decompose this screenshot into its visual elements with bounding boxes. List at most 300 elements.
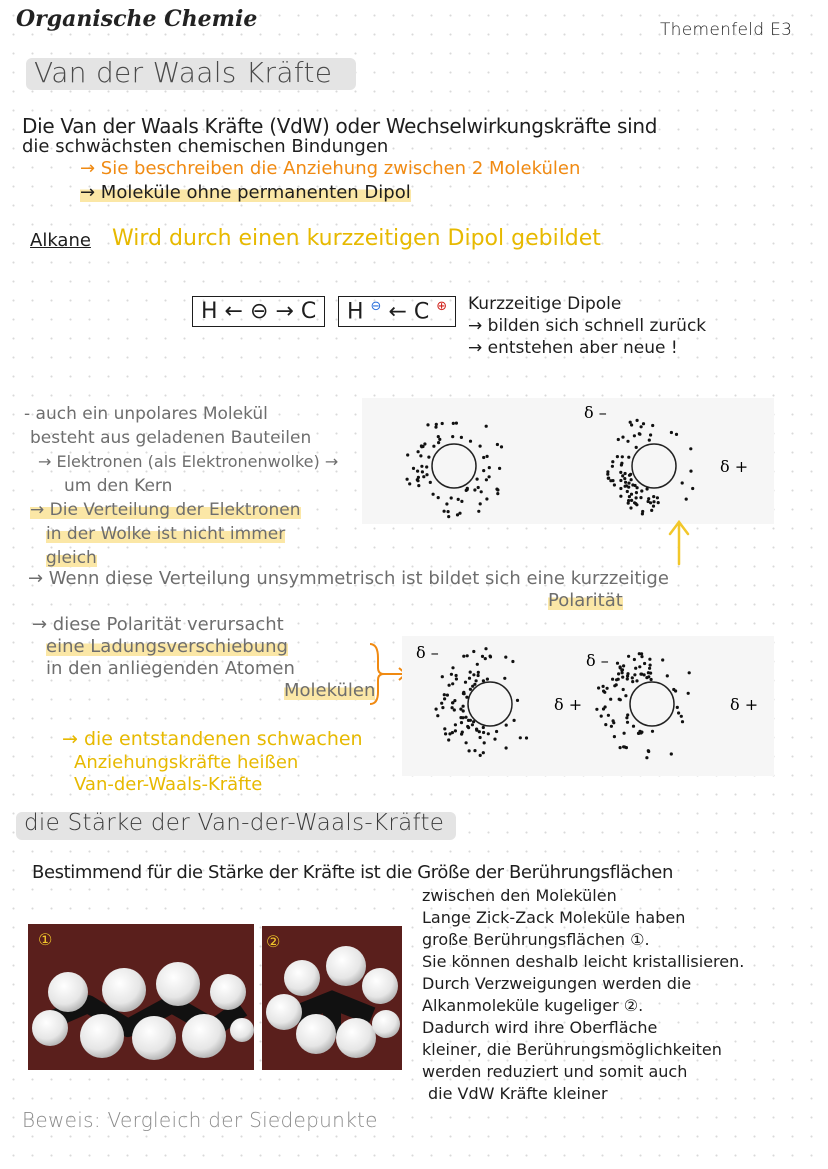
intro-bullet-1: → Sie beschreiben die Anziehung zwischen 2 Molekülen bbox=[80, 158, 581, 179]
electron-dot bbox=[640, 489, 643, 492]
electron-dot bbox=[609, 698, 612, 701]
electron-dot bbox=[437, 435, 440, 438]
electron-dot bbox=[465, 696, 468, 699]
electron-dot bbox=[425, 473, 428, 476]
electron-dot bbox=[462, 655, 465, 658]
electron-dot bbox=[641, 512, 644, 515]
electron-dot bbox=[691, 487, 694, 490]
electron-dot bbox=[460, 500, 463, 503]
electron-dot bbox=[500, 445, 503, 448]
electron-dot bbox=[496, 492, 499, 495]
electron-dot bbox=[482, 726, 485, 729]
electron-dot bbox=[648, 658, 651, 661]
electron-dot bbox=[627, 655, 630, 658]
electron-dot bbox=[437, 441, 440, 444]
electron-dot bbox=[689, 470, 692, 473]
electron-dot bbox=[629, 421, 632, 424]
electron-dot bbox=[479, 736, 482, 739]
unpolar-line-5-text: → Die Verteilung der Elektronen bbox=[30, 500, 301, 520]
electron-dot bbox=[443, 727, 446, 730]
asymmetric-line-2 bbox=[548, 590, 623, 611]
electron-dot bbox=[622, 664, 625, 667]
dipole-c: C bbox=[413, 299, 430, 325]
electron-dot bbox=[479, 754, 482, 757]
electron-dot bbox=[647, 497, 650, 500]
electron-dot bbox=[450, 673, 453, 676]
electron-dot bbox=[650, 509, 653, 512]
electron-dot bbox=[622, 745, 625, 748]
electron-dot bbox=[477, 671, 480, 674]
electron-dot bbox=[486, 455, 489, 458]
electron-cloud-figure-1-svg bbox=[362, 398, 774, 524]
electron-dot bbox=[632, 725, 635, 728]
electron-dot bbox=[607, 477, 610, 480]
electron-dot bbox=[630, 493, 633, 496]
electron-dot bbox=[621, 676, 624, 679]
photo-label-2: ② bbox=[266, 932, 281, 951]
electron-dot bbox=[478, 730, 481, 733]
electron-dot bbox=[631, 483, 634, 486]
electron-dot bbox=[475, 728, 478, 731]
strength-line-10: werden reduziert und somit auch bbox=[422, 1062, 688, 1081]
electron-dot bbox=[609, 479, 612, 482]
electron-dot bbox=[445, 502, 448, 505]
electron-dot bbox=[638, 433, 641, 436]
electron-dot bbox=[440, 702, 443, 705]
electron-dot bbox=[466, 654, 469, 657]
electron-dot bbox=[473, 488, 476, 491]
electron-dot bbox=[627, 456, 630, 459]
electron-dot bbox=[621, 455, 624, 458]
electron-dot bbox=[635, 446, 638, 449]
electron-dot bbox=[666, 674, 669, 677]
electron-dot bbox=[406, 453, 409, 456]
electron-dot bbox=[681, 720, 684, 723]
asymmetric-line bbox=[28, 568, 669, 589]
electron-dot bbox=[650, 678, 653, 681]
electron-dot bbox=[423, 442, 426, 445]
electron-dot bbox=[637, 732, 640, 735]
electron-dot bbox=[613, 735, 616, 738]
electron-dot bbox=[604, 723, 607, 726]
electron-dot bbox=[472, 650, 475, 653]
electron-dot bbox=[460, 721, 463, 724]
electron-dot bbox=[670, 431, 673, 434]
conclusion-line-1: → die entstandenen schwachen bbox=[62, 728, 363, 750]
electron-dot bbox=[406, 478, 409, 481]
electron-dot bbox=[672, 688, 675, 691]
electron-dot bbox=[511, 660, 514, 663]
intro-line-1: Die Van der Waals Kräfte (VdW) oder Wechselwirkungskräfte sind bbox=[22, 114, 658, 138]
electron-dot bbox=[472, 720, 475, 723]
electron-dot bbox=[441, 422, 444, 425]
electron-dot bbox=[640, 655, 643, 658]
electron-dot bbox=[630, 478, 633, 481]
electron-dot bbox=[488, 466, 491, 469]
electron-dot bbox=[487, 732, 490, 735]
electron-dot bbox=[625, 716, 628, 719]
electron-dot bbox=[446, 694, 449, 697]
electron-dot bbox=[651, 424, 654, 427]
strength-line-4: große Berührungsflächen ①. bbox=[422, 930, 650, 949]
electron-dot bbox=[455, 677, 458, 680]
electron-dot bbox=[425, 465, 428, 468]
electron-dot bbox=[477, 674, 480, 677]
unpolar-line-2: besteht aus geladenen Bauteilen bbox=[30, 428, 312, 448]
electron-dot bbox=[469, 671, 472, 674]
electron-dot bbox=[613, 684, 616, 687]
electron-dot bbox=[489, 655, 492, 658]
arrow-up-icon bbox=[664, 518, 694, 568]
asymmetric-text: → Wenn diese Verteilung unsymmetrisch ist bildet sich eine kurzzeitige bbox=[28, 568, 669, 589]
electron-dot bbox=[451, 666, 454, 669]
electron-dot bbox=[504, 656, 507, 659]
electron-dot bbox=[657, 501, 660, 504]
electron-dot bbox=[616, 455, 619, 458]
electron-dot bbox=[627, 482, 630, 485]
heading-strength: die Stärke der Van-der-Waals-Kräfte bbox=[24, 810, 445, 836]
electron-dot bbox=[631, 676, 634, 679]
electron-dot bbox=[687, 692, 690, 695]
electron-dot bbox=[619, 495, 622, 498]
electron-dot bbox=[626, 713, 629, 716]
electron-dot bbox=[619, 746, 622, 749]
electron-dot bbox=[619, 487, 622, 490]
polar-line-1: → diese Polarität verursacht bbox=[32, 614, 284, 635]
alkane-label: Alkane bbox=[30, 230, 91, 251]
dipole-arrow: ← bbox=[388, 299, 407, 325]
electron-dot bbox=[602, 685, 605, 688]
strength-line-11: die VdW Kräfte kleiner bbox=[428, 1084, 608, 1103]
electron-dot bbox=[451, 682, 454, 685]
dipole-note-3: → entstehen aber neue ! bbox=[468, 338, 678, 358]
electron-dot bbox=[622, 688, 625, 691]
electron-dot bbox=[443, 693, 446, 696]
electron-dot bbox=[417, 484, 420, 487]
electron-dot bbox=[617, 438, 620, 441]
electron-dot bbox=[647, 749, 650, 752]
electron-dot bbox=[458, 512, 461, 515]
electron-dot bbox=[621, 474, 624, 477]
electron-dot bbox=[625, 484, 628, 487]
strength-line-1: Bestimmend für die Stärke der Kräfte ist die Größe der Berührungsflächen bbox=[32, 862, 673, 883]
electron-dot bbox=[450, 496, 453, 499]
strength-line-6: Durch Verzweigungen werden die bbox=[422, 974, 692, 993]
dipole-box-2 bbox=[338, 296, 456, 327]
electron-dot bbox=[477, 486, 480, 489]
proof-text: Beweis: Vergleich der Siedepunkte bbox=[22, 1108, 378, 1132]
delta-minus-label-3: δ – bbox=[586, 651, 609, 670]
delta-plus-label-2: δ + bbox=[554, 695, 583, 714]
electron-dot bbox=[460, 733, 463, 736]
electron-dot bbox=[482, 469, 485, 472]
electron-dot bbox=[465, 741, 468, 744]
plus-charge-icon: ⊕ bbox=[436, 299, 448, 314]
electron-dot bbox=[635, 491, 638, 494]
electron-dot bbox=[454, 723, 457, 726]
electron-dot bbox=[640, 425, 643, 428]
electron-dot bbox=[488, 475, 491, 478]
intro-bullet-2: → Moleküle ohne permanenten Dipol bbox=[80, 182, 411, 203]
electron-dot bbox=[676, 706, 679, 709]
asymmetric-text-2: Polarität bbox=[548, 590, 623, 611]
electron-dot bbox=[476, 663, 479, 666]
electron-dot bbox=[460, 436, 463, 439]
electron-dot bbox=[429, 481, 432, 484]
heading-van-der-waals-text: Van der Waals Kräfte bbox=[34, 56, 333, 89]
electron-dot bbox=[454, 729, 457, 732]
electron-dot bbox=[688, 671, 691, 674]
electron-dot bbox=[628, 495, 631, 498]
electron-dot bbox=[482, 731, 485, 734]
strength-line-5: Sie können deshalb leicht kristallisieren. bbox=[422, 952, 745, 971]
electron-dot bbox=[432, 493, 435, 496]
electron-dot bbox=[633, 673, 636, 676]
electron-dot bbox=[617, 678, 620, 681]
electron-dot bbox=[635, 496, 638, 499]
electron-dot bbox=[479, 502, 482, 505]
electron-dot bbox=[620, 669, 623, 672]
electron-dot bbox=[485, 478, 488, 481]
electron-dot bbox=[484, 647, 487, 650]
strength-line-2: zwischen den Molekülen bbox=[422, 886, 617, 905]
electron-dot bbox=[483, 741, 486, 744]
electron-dot bbox=[649, 664, 652, 667]
unpolar-line-3: → Elektronen (als Elektronenwolke) → bbox=[38, 452, 339, 471]
electron-dot bbox=[467, 726, 470, 729]
electron-dot bbox=[432, 445, 435, 448]
electron-dot bbox=[473, 749, 476, 752]
electron-dot bbox=[422, 475, 425, 478]
electron-dot bbox=[652, 495, 655, 498]
electron-dot bbox=[473, 683, 476, 686]
electron-dot bbox=[651, 730, 654, 733]
electron-dot bbox=[648, 667, 651, 670]
electron-dot bbox=[642, 422, 645, 425]
electron-dot bbox=[623, 477, 626, 480]
electron-dot bbox=[613, 483, 616, 486]
electron-dot bbox=[611, 465, 614, 468]
electron-dot bbox=[649, 672, 652, 675]
strength-line-8: Dadurch wird ihre Oberfläche bbox=[422, 1018, 658, 1037]
unpolar-line-6-text: in der Wolke ist nicht immer bbox=[46, 524, 286, 544]
nucleus-2 bbox=[632, 444, 676, 488]
electron-dot bbox=[443, 697, 446, 700]
polar-line-3: in den anliegenden Atomen bbox=[46, 658, 295, 679]
electron-dot bbox=[477, 510, 480, 513]
electron-dot bbox=[634, 667, 637, 670]
electron-dot bbox=[611, 460, 614, 463]
polar-line-2-text: eine Ladungsverschiebung bbox=[46, 636, 288, 657]
electron-dot bbox=[420, 444, 423, 447]
electron-dot bbox=[485, 425, 488, 428]
electron-dot bbox=[604, 705, 607, 708]
electron-dot bbox=[469, 719, 472, 722]
electron-dot bbox=[525, 736, 528, 739]
dipole-box-1-text: H ← ⊖ → C bbox=[201, 299, 317, 324]
electron-dot bbox=[438, 438, 441, 441]
electron-dot bbox=[652, 505, 655, 508]
electron-dot bbox=[626, 440, 629, 443]
electron-dot bbox=[675, 433, 678, 436]
electron-dot bbox=[481, 655, 484, 658]
unpolar-line-6 bbox=[46, 524, 285, 544]
electron-dot bbox=[427, 456, 430, 459]
electron-dot bbox=[612, 719, 615, 722]
electron-dot bbox=[606, 687, 609, 690]
electron-dot bbox=[434, 426, 437, 429]
electron-dot bbox=[619, 479, 622, 482]
electron-dot bbox=[472, 673, 475, 676]
nucleus-3 bbox=[468, 682, 512, 726]
electron-dot bbox=[436, 714, 439, 717]
electron-dot bbox=[634, 502, 637, 505]
electron-dot bbox=[482, 751, 485, 754]
electron-dot bbox=[464, 716, 467, 719]
electron-dot bbox=[451, 706, 454, 709]
electron-dot bbox=[441, 706, 444, 709]
page-title: Organische Chemie bbox=[16, 6, 258, 32]
electron-dot bbox=[647, 675, 650, 678]
electron-dot bbox=[623, 732, 626, 735]
electron-dot bbox=[444, 732, 447, 735]
zigzag-molecule-model bbox=[28, 924, 254, 1070]
electron-dot bbox=[484, 657, 487, 660]
electron-dot bbox=[455, 422, 458, 425]
electron-dot bbox=[649, 501, 652, 504]
electron-dot bbox=[461, 716, 464, 719]
electron-dot bbox=[648, 439, 651, 442]
electron-dot bbox=[631, 680, 634, 683]
electron-dot bbox=[681, 481, 684, 484]
electron-dot bbox=[505, 746, 508, 749]
electron-dot bbox=[617, 672, 620, 675]
electron-dot bbox=[435, 423, 438, 426]
electron-dot bbox=[451, 435, 454, 438]
polar-line-4-text: Molekülen bbox=[284, 680, 376, 701]
electron-dot bbox=[595, 708, 598, 711]
electron-dot bbox=[640, 652, 643, 655]
electron-dot bbox=[420, 465, 423, 468]
electron-dot bbox=[443, 510, 446, 513]
electron-dot bbox=[618, 698, 621, 701]
electron-dot bbox=[670, 752, 673, 755]
electron-dot bbox=[649, 433, 652, 436]
electron-dot bbox=[626, 721, 629, 724]
electron-cloud-figure-2-svg bbox=[402, 636, 774, 776]
electron-dot bbox=[645, 756, 648, 759]
unpolar-line-1: - auch ein unpolares Molekül bbox=[24, 404, 268, 424]
electron-dot bbox=[485, 497, 488, 500]
electron-dot bbox=[629, 506, 632, 509]
electron-dot bbox=[505, 724, 508, 727]
electron-dot bbox=[636, 419, 639, 422]
delta-minus-label: δ – bbox=[584, 403, 607, 422]
electron-dot bbox=[633, 434, 636, 437]
electron-dot bbox=[513, 719, 516, 722]
delta-minus-label-2: δ – bbox=[416, 643, 439, 662]
delta-plus-label: δ + bbox=[720, 457, 749, 476]
electron-dot bbox=[626, 674, 629, 677]
electron-dot bbox=[412, 467, 415, 470]
electron-dot bbox=[448, 684, 451, 687]
electron-dot bbox=[624, 472, 627, 475]
intro-line-2: die schwächsten chemischen Bindungen bbox=[22, 136, 389, 157]
electron-dot bbox=[619, 471, 622, 474]
electron-dot bbox=[437, 496, 440, 499]
electron-dot bbox=[607, 714, 610, 717]
electron-dot bbox=[611, 678, 614, 681]
photo-label-1: ① bbox=[38, 930, 53, 949]
minus-charge-icon: ⊖ bbox=[370, 299, 382, 314]
nucleus-4 bbox=[630, 682, 674, 726]
electron-dot bbox=[503, 677, 506, 680]
electron-dot bbox=[408, 482, 411, 485]
electron-dot bbox=[469, 440, 472, 443]
electron-dot bbox=[689, 447, 692, 450]
photo-zigzag-molecule bbox=[28, 924, 254, 1070]
topic-label: Themenfeld E3 bbox=[660, 20, 793, 40]
electron-dot bbox=[468, 749, 471, 752]
electron-dot bbox=[626, 677, 629, 680]
electron-dot bbox=[624, 481, 627, 484]
electron-dot bbox=[496, 443, 499, 446]
unpolar-line-4: um den Kern bbox=[64, 476, 173, 496]
electron-dot bbox=[639, 496, 642, 499]
electron-dot bbox=[455, 674, 458, 677]
electron-dot bbox=[482, 456, 485, 459]
electron-dot bbox=[519, 736, 522, 739]
electron-dot bbox=[417, 450, 420, 453]
electron-dot bbox=[457, 498, 460, 501]
electron-dot bbox=[643, 673, 646, 676]
dipole-h: H bbox=[347, 299, 364, 325]
electron-dot bbox=[635, 679, 638, 682]
electron-dot bbox=[630, 423, 633, 426]
alkane-text: Wird durch einen kurzzeitigen Dipol gebildet bbox=[112, 226, 601, 251]
electron-dot bbox=[602, 690, 605, 693]
electron-dot bbox=[685, 498, 688, 501]
electron-dot bbox=[661, 658, 664, 661]
strength-line-7: Alkanmoleküle kugeliger ②. bbox=[422, 996, 644, 1015]
electron-dot bbox=[643, 662, 646, 665]
electron-dot bbox=[630, 499, 633, 502]
dipole-box-1 bbox=[192, 296, 325, 327]
electron-dot bbox=[462, 692, 465, 695]
electron-dot bbox=[600, 715, 603, 718]
electron-dot bbox=[451, 731, 454, 734]
electron-dot bbox=[462, 705, 465, 708]
dipole-note-2: → bilden sich schnell zurück bbox=[468, 316, 707, 336]
electron-dot bbox=[459, 708, 462, 711]
electron-dot bbox=[475, 679, 478, 682]
electron-cloud-figure-2 bbox=[402, 636, 774, 776]
unpolar-line-5 bbox=[30, 500, 301, 520]
electron-dot bbox=[416, 470, 419, 473]
electron-dot bbox=[486, 678, 489, 681]
electron-dot bbox=[441, 675, 444, 678]
dipole-note-1: Kurzzeitige Dipole bbox=[468, 294, 622, 314]
conclusion-line-3: Van-der-Waals-Kräfte bbox=[74, 774, 263, 795]
electron-dot bbox=[466, 487, 469, 490]
electron-dot bbox=[421, 470, 424, 473]
branched-molecule-model bbox=[262, 926, 402, 1070]
strength-line-9: kleiner, die Berührungsmöglichkeiten bbox=[422, 1040, 722, 1059]
electron-cloud-figure-1 bbox=[362, 398, 774, 524]
electron-dot bbox=[627, 499, 630, 502]
electron-dot bbox=[606, 470, 609, 473]
electron-dot bbox=[646, 487, 649, 490]
